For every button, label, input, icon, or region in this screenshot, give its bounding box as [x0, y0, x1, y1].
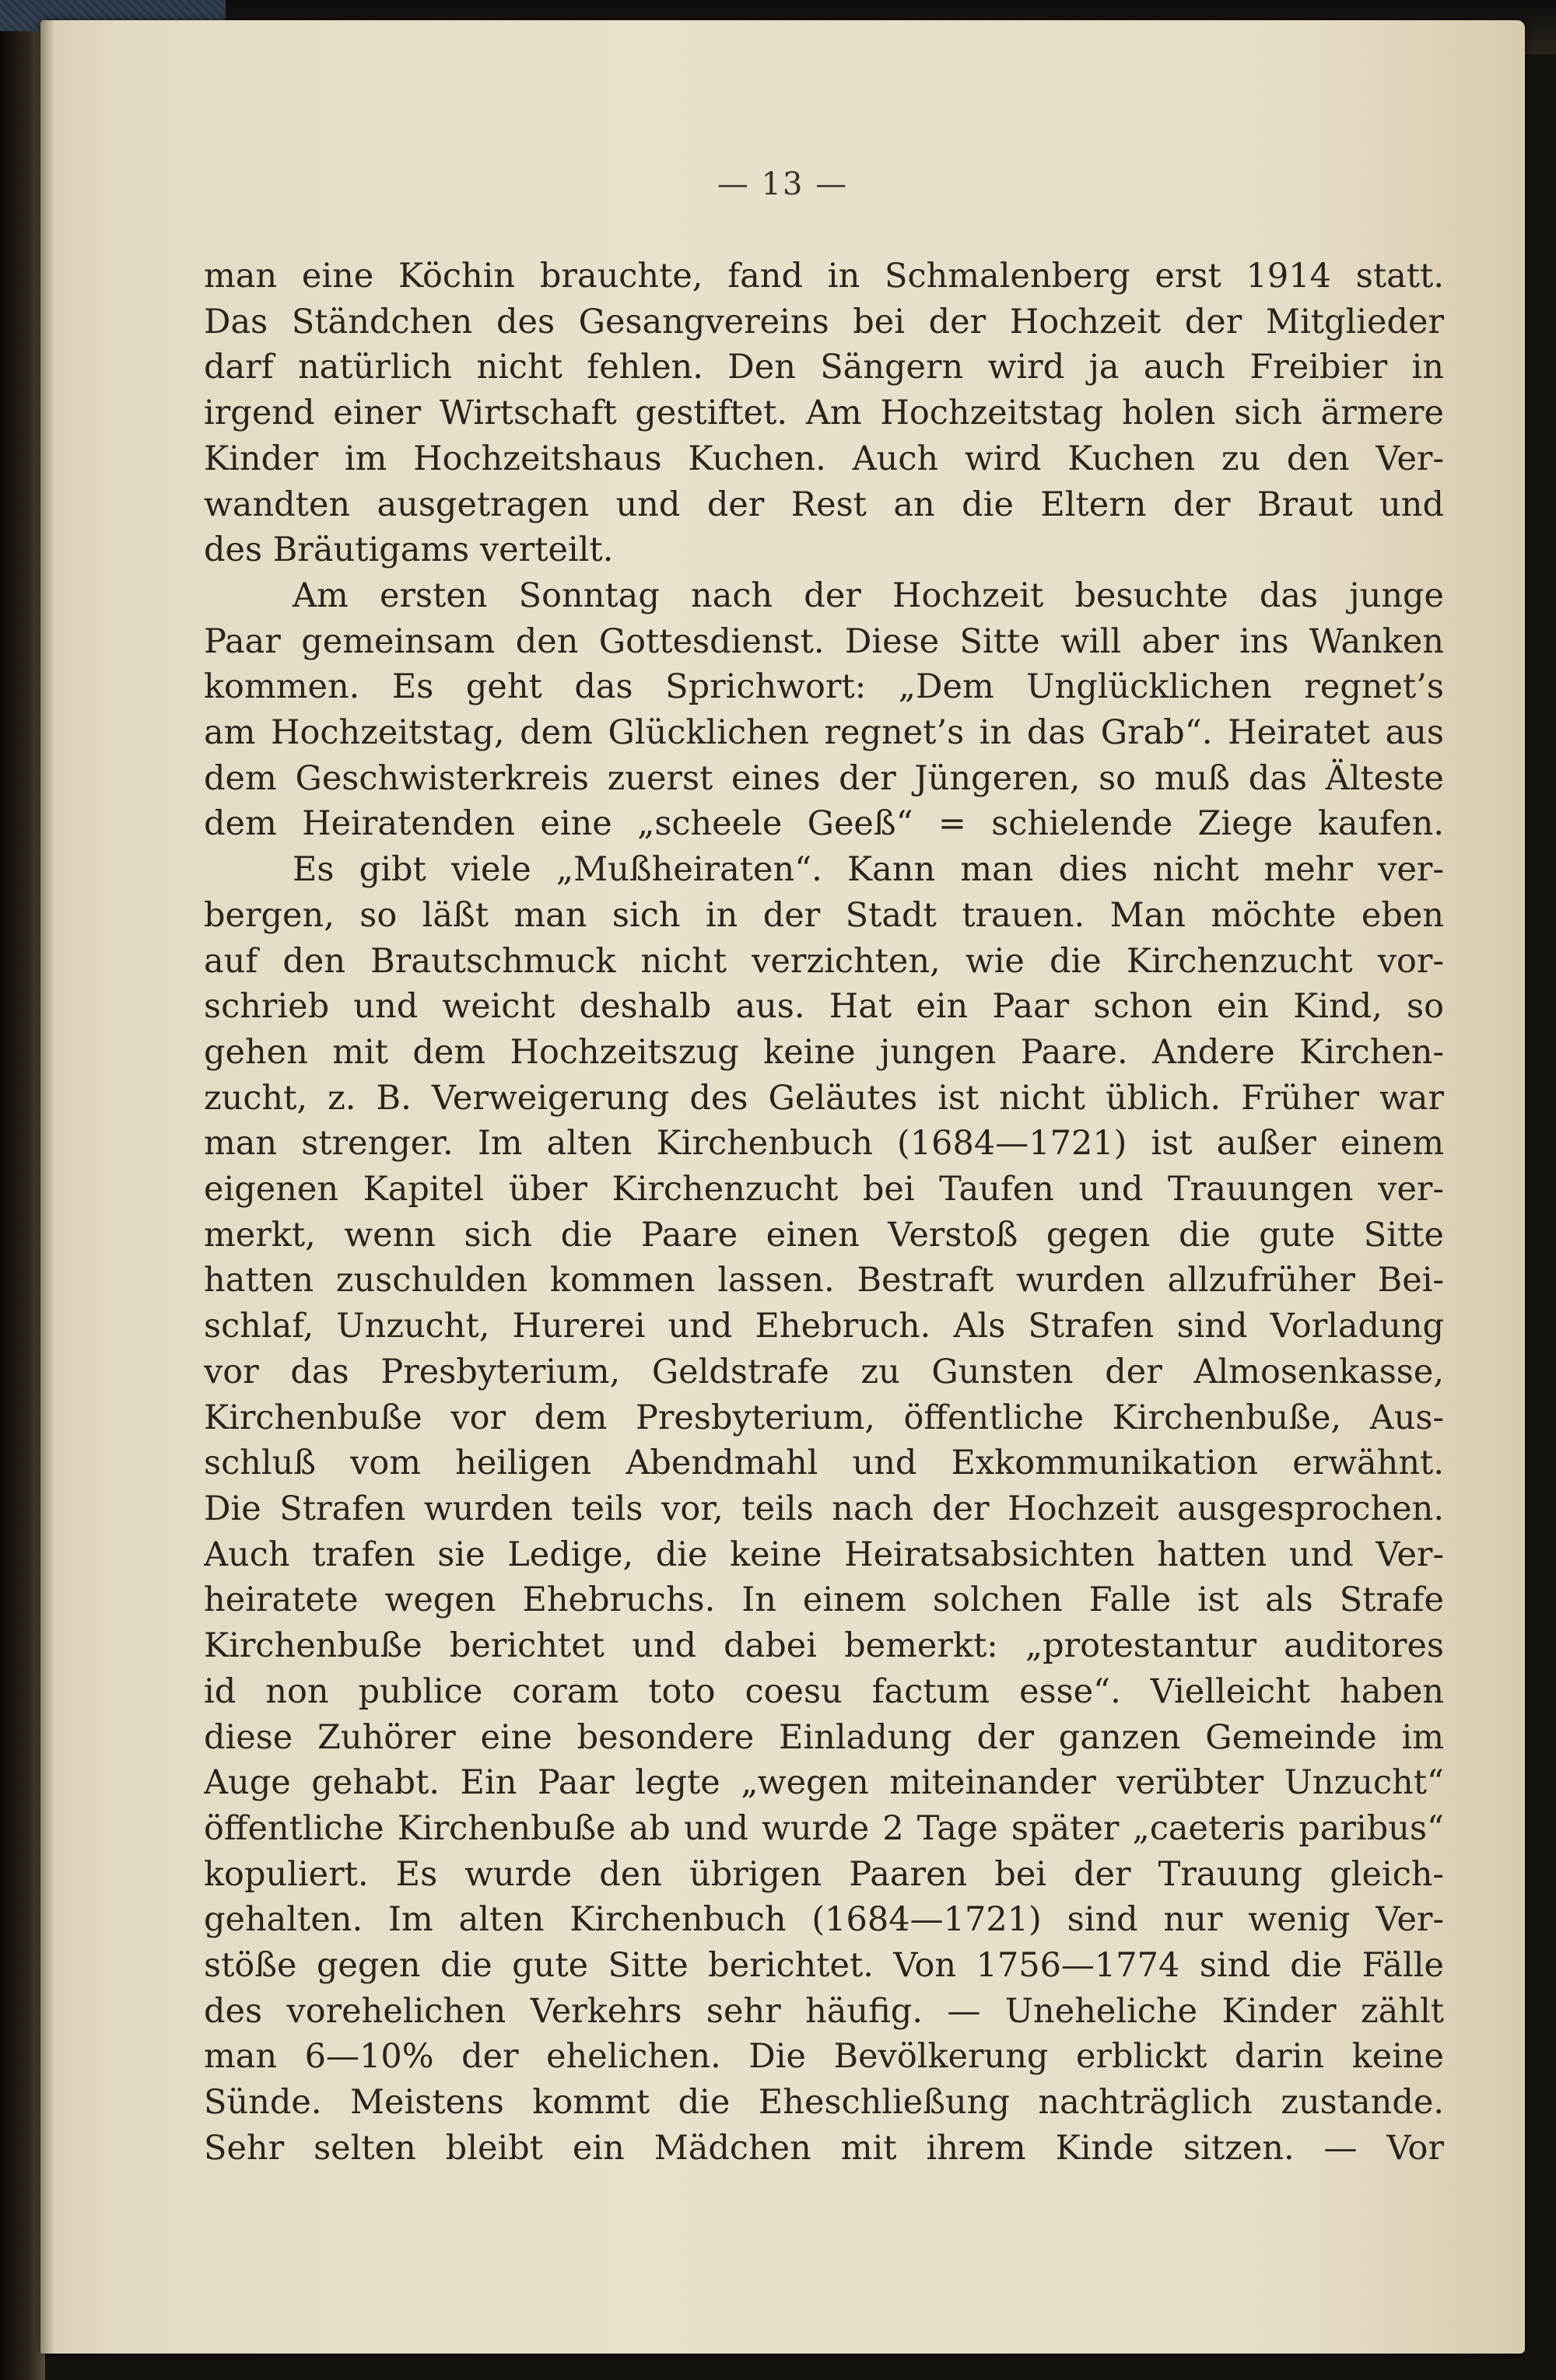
- text-line: Paar gemeinsam den Gottesdienst. Diese Sitte will aber ins Wanken: [204, 621, 1444, 661]
- text-line: darf natürlich nicht fehlen. Den Sängern wird ja auch Freibier in: [204, 348, 1444, 387]
- text-line: wandten ausgetragen und der Rest an die Eltern der Braut und: [204, 485, 1444, 524]
- text-line: Auge gehabt. Ein Paar legte „wegen miteinander verübter Unzucht“: [204, 1763, 1444, 1803]
- text-line: man 6—10% der ehelichen. Die Bevölkerung erblickt darin keine: [204, 2037, 1444, 2077]
- text-line: Kirchenbuße vor dem Presbyterium, öffentliche Kirchenbuße, Aus-: [204, 1398, 1444, 1437]
- page-gutter-shadow: [40, 20, 54, 2354]
- text-line: Kinder im Hochzeitshaus Kuchen. Auch wird Kuchen zu den Ver-: [204, 439, 1444, 478]
- text-line: Das Ständchen des Gesangvereins bei der Hochzeit der Mitglieder: [204, 302, 1444, 341]
- body-text: [204, 254, 1444, 2172]
- text-line: dem Heiratenden eine „scheele Geeß“ = schielende Ziege kaufen.: [204, 804, 1444, 844]
- text-line: gehalten. Im alten Kirchenbuch (1684—1721) sind nur wenig Ver-: [204, 1900, 1444, 1940]
- text-line: schlaf, Unzucht, Hurerei und Ehebruch. Als Strafen sind Vorladung: [204, 1307, 1444, 1346]
- text-line: vor das Presbyterium, Geldstrafe zu Gunsten der Almosenkasse,: [204, 1352, 1444, 1391]
- text-line: auf den Brautschmuck nicht verzichten, wie die Kirchenzucht vor-: [204, 941, 1444, 981]
- text-line: Kirchenbuße berichtet und dabei bemerkt: „protestantur auditores: [204, 1626, 1444, 1666]
- text-line: schluß vom heiligen Abendmahl und Exkommunikation erwähnt.: [204, 1444, 1444, 1483]
- text-line: id non publice coram toto coesu factum esse“. Vielleicht haben: [204, 1671, 1444, 1711]
- text-line: zucht, z. B. Verweigerung des Geläutes ist nicht üblich. Früher war: [204, 1078, 1444, 1118]
- text-line: kommen. Es geht das Sprichwort: „Dem Unglücklichen regnet’s: [204, 667, 1444, 707]
- text-line: Auch trafen sie Ledige, die keine Heiratsabsichten hatten und Ver-: [204, 1535, 1444, 1574]
- text-line: öffentliche Kirchenbuße ab und wurde 2 Tage später „caeteris paribus“: [204, 1808, 1444, 1848]
- text-line: diese Zuhörer eine besondere Einladung der ganzen Gemeinde im: [204, 1717, 1444, 1757]
- text-line: hatten zuschulden kommen lassen. Bestraft wurden allzufrüher Bei-: [204, 1261, 1444, 1300]
- text-line: am Hochzeitstag, dem Glücklichen regnet’s in das Grab“. Heiratet aus: [204, 713, 1444, 753]
- text-line: man strenger. Im alten Kirchenbuch (1684—1721) ist außer einem: [204, 1124, 1444, 1164]
- text-line: gehen mit dem Hochzeitszug keine jungen Paare. Andere Kirchen-: [204, 1032, 1444, 1072]
- text-line: merkt, wenn sich die Paare einen Verstoß gegen die gute Sitte: [204, 1215, 1444, 1255]
- text-line: des Bräutigams verteilt.: [204, 530, 614, 570]
- text-line: irgend einer Wirtschaft gestiftet. Am Hochzeitstag holen sich ärmere: [204, 394, 1444, 433]
- text-line: man eine Köchin brauchte, fand in Schmalenberg erst 1914 statt.: [204, 257, 1444, 296]
- text-line: Es gibt viele „Mußheiraten“. Kann man dies nicht mehr ver-: [293, 850, 1444, 890]
- text-line: Die Strafen wurden teils vor, teils nach der Hochzeit ausgesprochen.: [204, 1489, 1444, 1528]
- text-line: eigenen Kapitel über Kirchenzucht bei Taufen und Trauungen ver-: [204, 1170, 1444, 1209]
- text-line: stöße gegen die gute Sitte berichtet. Von 1756—1774 sind die Fälle: [204, 1946, 1444, 1986]
- text-line: dem Geschwisterkreis zuerst eines der Jüngeren, so muß das Älteste: [204, 758, 1444, 798]
- paper-page: [40, 20, 1525, 2354]
- text-line: Sehr selten bleibt ein Mädchen mit ihrem Kinde sitzen. — Vor: [204, 2128, 1444, 2168]
- text-line: kopuliert. Es wurde den übrigen Paaren bei der Trauung gleich-: [204, 1854, 1444, 1894]
- text-line: bergen, so läßt man sich in der Stadt trauen. Man möchte eben: [204, 895, 1444, 935]
- text-line: des vorehelichen Verkehrs sehr häufig. — Uneheliche Kinder zählt: [204, 1991, 1444, 2031]
- text-line: Sünde. Meistens kommt die Eheschließung nachträglich zustande.: [204, 2083, 1444, 2123]
- text-line: schrieb und weicht deshalb aus. Hat ein Paar schon ein Kind, so: [204, 987, 1444, 1027]
- page-number: — 13 —: [717, 166, 849, 202]
- text-line: Am ersten Sonntag nach der Hochzeit besuchte das junge: [293, 576, 1444, 615]
- book-spine-edge: [0, 31, 45, 2380]
- text-line: heiratete wegen Ehebruchs. In einem solchen Falle ist als Strafe: [204, 1580, 1444, 1620]
